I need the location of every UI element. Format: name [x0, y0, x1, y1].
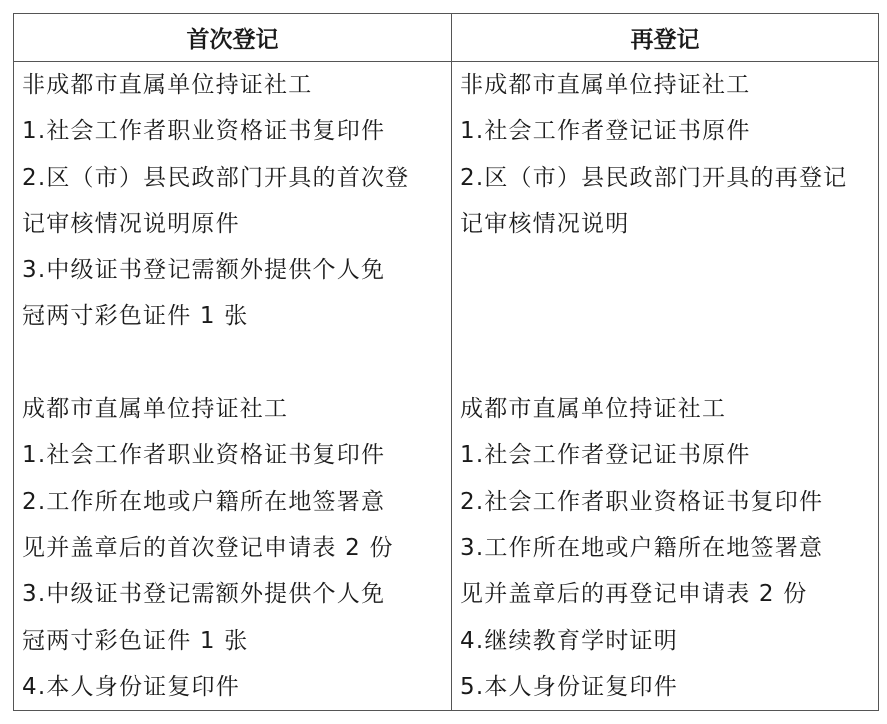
list-item: 见并盖章后的再登记申请表 2 份 [460, 581, 808, 608]
list-item: 1.社会工作者职业资格证书复印件 [22, 118, 386, 145]
content-row [14, 62, 879, 711]
list-item: 3.工作所在地或户籍所在地签署意 [460, 534, 824, 561]
list-item: 5.本人身份证复印件 [460, 673, 678, 700]
section-title: 非成都市直属单位持证社工 [22, 72, 313, 98]
section-title: 成都市直属单位持证社工 [22, 396, 289, 423]
list-item: 2.区（市）县民政部门开具的首次登 [22, 164, 410, 191]
registration-requirements-table [13, 13, 879, 711]
list-item: 见并盖章后的首次登记申请表 2 份 [22, 534, 394, 561]
header-row [14, 14, 879, 62]
list-item: 3.中级证书登记需额外提供个人免 [22, 257, 386, 284]
re-direct-section [452, 386, 878, 710]
list-item: 1.社会工作者登记证书原件 [460, 442, 751, 469]
section-title: 成都市直属单位持证社工 [460, 396, 727, 423]
section-spacer [452, 340, 878, 386]
list-item: 记审核情况说明 [460, 210, 630, 237]
list-item: 冠两寸彩色证件 1 张 [22, 303, 249, 330]
list-item: 2.区（市）县民政部门开具的再登记 [460, 164, 848, 191]
header-re-registration: 再登记 [452, 14, 879, 62]
first-non-direct-section [14, 62, 451, 340]
first-registration-cell [14, 62, 452, 711]
list-item: 记审核情况说明原件 [22, 210, 240, 237]
first-direct-section [14, 386, 451, 710]
list-item: 2.社会工作者职业资格证书复印件 [460, 488, 824, 515]
header-first-registration: 首次登记 [14, 14, 452, 62]
list-item: 4.继续教育学时证明 [460, 627, 678, 654]
section-title: 非成都市直属单位持证社工 [460, 72, 751, 98]
section-spacer [14, 340, 451, 386]
empty-line [460, 247, 878, 293]
list-item: 3.中级证书登记需额外提供个人免 [22, 581, 386, 608]
list-item: 1.社会工作者登记证书原件 [460, 118, 751, 145]
re-registration-cell [452, 62, 879, 711]
list-item: 2.工作所在地或户籍所在地签署意 [22, 488, 386, 515]
list-item: 1.社会工作者职业资格证书复印件 [22, 442, 386, 469]
re-non-direct-section [452, 62, 878, 340]
empty-line [460, 293, 878, 339]
list-item: 冠两寸彩色证件 1 张 [22, 627, 249, 654]
list-item: 4.本人身份证复印件 [22, 673, 240, 700]
